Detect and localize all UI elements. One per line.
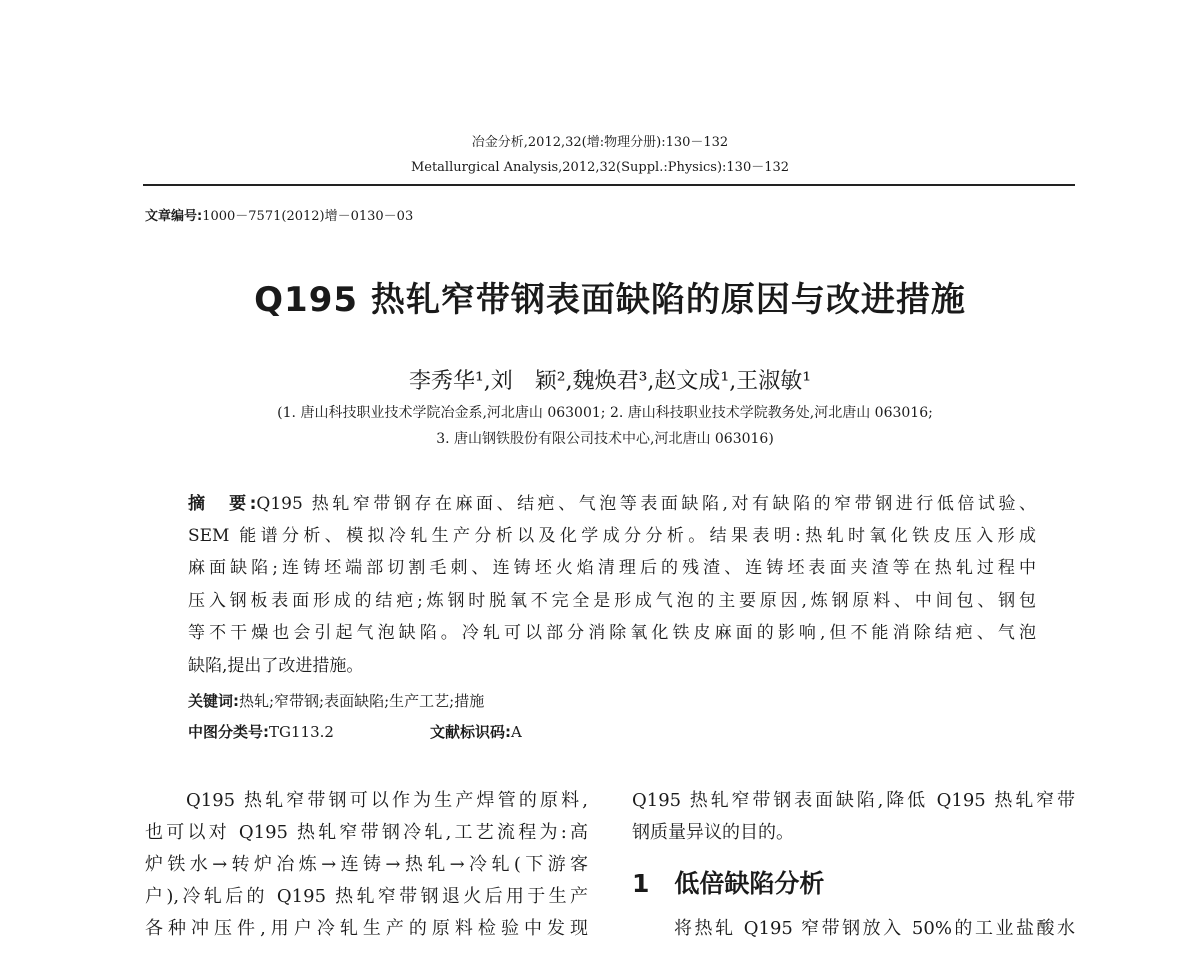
abstract-label: 摘 要:: [188, 494, 257, 514]
section-heading: 1 低倍缺陷分析: [632, 869, 825, 898]
keywords: [188, 690, 1036, 711]
abstract-line: 压入钢板表面形成的结疤;炼钢时脱氧不完全是形成气泡的主要原因,炼钢原料、中间包、钢包: [188, 591, 1036, 611]
abstract-line: [188, 489, 1036, 514]
body-line: 将热轧 Q195 窄带钢放入 50%的工业盐酸水: [674, 918, 1075, 939]
keywords-value: 热轧;窄带钢;表面缺陷;生产工艺;措施: [239, 692, 485, 710]
article-number-label: 文章编号:: [145, 209, 203, 224]
authors: 李秀华¹,刘 颖²,魏焕君³,赵文成¹,王淑敏¹: [408, 369, 812, 394]
article-number: [145, 205, 413, 224]
abstract-text: Q195 热轧窄带钢存在麻面、结疤、气泡等表面缺陷,对有缺陷的窄带钢进行低倍试验、: [256, 494, 1036, 514]
classification: [188, 721, 334, 742]
body-line: 也可以对 Q195 热轧窄带钢冷轧,工艺流程为:高: [145, 822, 588, 843]
journal-citation-cn: 冶金分析,2012,32(增:物理分册):130－132: [471, 135, 729, 150]
body-line: 钢质量异议的目的。: [632, 822, 794, 843]
document-code: [430, 721, 522, 742]
body-line: 各种冲压件,用户冷轧生产的原料检验中发现: [145, 918, 588, 939]
document-code-value: A: [511, 723, 522, 741]
keywords-label: 关键词:: [188, 692, 239, 710]
body-line: Q195 热轧窄带钢可以作为生产焊管的原料,: [186, 790, 588, 811]
affiliation-line: 3. 唐山钢铁股份有限公司技术中心,河北唐山 063016): [436, 431, 774, 447]
abstract-line: 缺陷,提出了改进措施。: [188, 656, 364, 676]
affiliation-line: (1. 唐山科技职业技术学院冶金系,河北唐山 063001; 2. 唐山科技职业技术学院教务处,河北唐山 063016;: [277, 405, 933, 421]
paper-title: Q195 热轧窄带钢表面缺陷的原因与改进措施: [254, 280, 966, 320]
abstract-line: 麻面缺陷;连铸坯端部切割毛刺、连铸坯火焰清理后的残渣、连铸坯表面夹渣等在热轧过程中: [188, 558, 1036, 578]
classification-label: 中图分类号:: [188, 723, 269, 741]
header-rule: [143, 184, 1075, 186]
body-line: Q195 热轧窄带钢表面缺陷,降低 Q195 热轧窄带: [632, 790, 1075, 811]
article-number-value: 1000－7571(2012)增－0130－03: [202, 209, 414, 224]
journal-citation-en: Metallurgical Analysis,2012,32(Suppl.:Physics):130－132: [410, 160, 790, 175]
classification-value: TG113.2: [269, 723, 334, 741]
body-line: 炉铁水→转炉冶炼→连铸→热轧→冷轧(下游客: [145, 854, 588, 875]
abstract-line: SEM 能谱分析、模拟冷轧生产分析以及化学成分分析。结果表明:热轧时氧化铁皮压入形成: [188, 526, 1036, 546]
abstract-line: 等不干燥也会引起气泡缺陷。冷轧可以部分消除氧化铁皮麻面的影响,但不能消除结疤、气泡: [188, 623, 1036, 643]
body-line: 户),冷轧后的 Q195 热轧窄带钢退火后用于生产: [145, 886, 588, 907]
document-code-label: 文献标识码:: [430, 723, 511, 741]
